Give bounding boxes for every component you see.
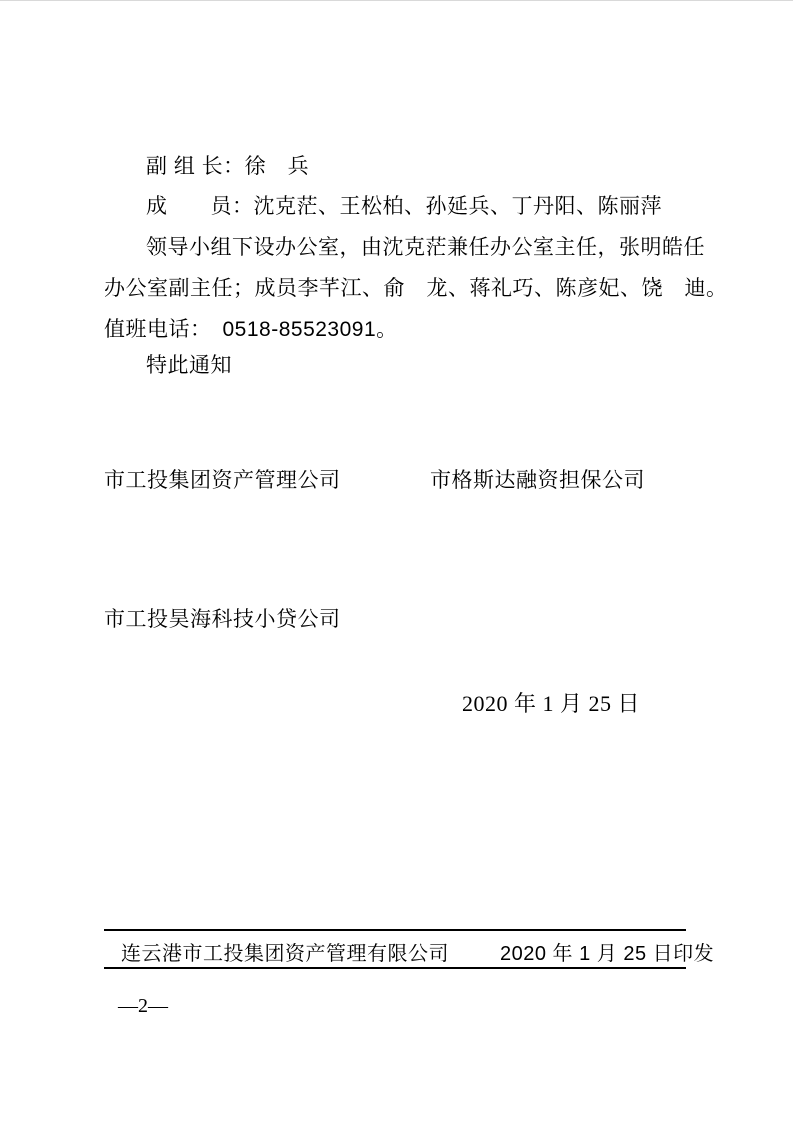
deputy-leader-line: 副 组 长：徐 兵 — [146, 155, 310, 178]
document-date: 2020 年 1 月 25 日 — [462, 691, 641, 716]
footer-print-date: 2020 年 1 月 25 日印发 — [500, 943, 715, 965]
members-line: 成 员：沈克茫、王松柏、孙延兵、丁丹阳、陈丽萍 — [146, 195, 662, 218]
office-paragraph-line-2: 办公室副主任；成员李芊江、俞 龙、蒋礼巧、陈彦妃、饶 迪。 — [104, 277, 728, 300]
page-number: —2— — [118, 995, 168, 1017]
signature-company-3: 市工投昊海科技小贷公司 — [104, 608, 341, 631]
footer-top-rule — [104, 929, 686, 931]
footer-issuer: 连云港市工投集团资产管理有限公司 — [121, 943, 449, 965]
signature-company-2: 市格斯达融资担保公司 — [430, 469, 645, 492]
footer-bottom-rule — [104, 967, 686, 969]
duty-phone-line: 值班电话： 0518-85523091。 — [104, 318, 398, 341]
notice-closing-line: 特此通知 — [146, 354, 232, 377]
office-paragraph-line-1: 领导小组下设办公室，由沈克茫兼任办公室主任，张明皓任 — [146, 236, 705, 259]
signature-company-1: 市工投集团资产管理公司 — [104, 469, 341, 492]
